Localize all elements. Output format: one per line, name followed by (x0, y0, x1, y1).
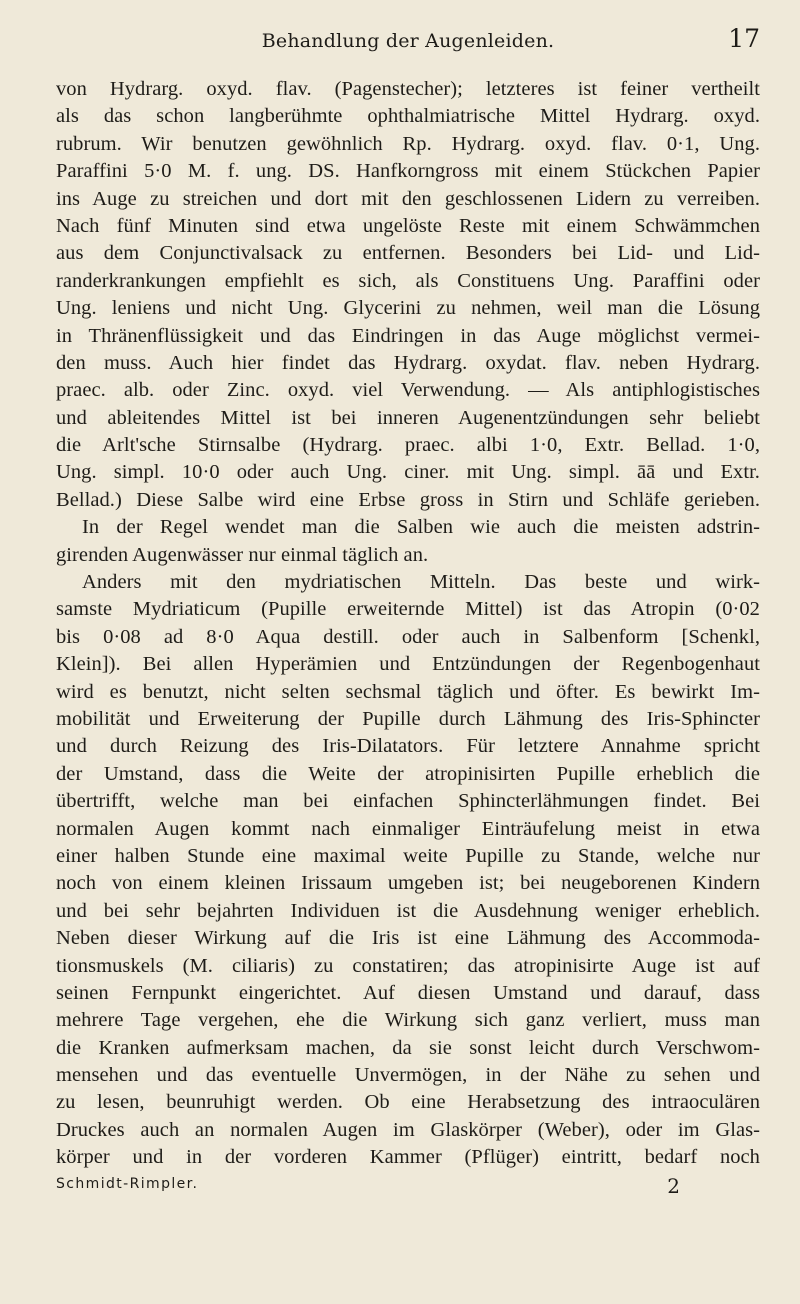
body-text (56, 76, 760, 1172)
text-line: der Umstand, dass die Weite der atropinisirten Pupille erheblich die (56, 762, 760, 785)
text-line: und durch Reizung des Iris-Dilatators. Für letztere Annahme spricht (56, 735, 760, 758)
text-line: die Arlt'sche Stirnsalbe (Hydrarg. praec. albi 1·0, Extr. Bellad. 1·0, (56, 434, 760, 457)
page-number: 17 (728, 24, 760, 53)
text-line: Bellad.) Diese Salbe wird eine Erbse gross in Stirn und Schläfe gerieben. (56, 488, 760, 511)
text-line: tionsmuskels (M. ciliaris) zu constatiren; das atropinisirte Auge ist auf (56, 954, 760, 977)
text-line: rubrum. Wir benutzen gewöhnlich Rp. Hydrarg. oxyd. flav. 0·1, Ung. (56, 132, 760, 155)
text-line: mehrere Tage vergehen, ehe die Wirkung sich ganz verliert, muss man (56, 1009, 760, 1032)
text-line: Anders mit den mydriatischen Mitteln. Das beste und wirk- (82, 571, 760, 594)
text-line: Paraffini 5·0 M. f. ung. DS. Hanfkorngross mit einem Stückchen Papier (56, 160, 760, 183)
text-line: und bei sehr bejahrten Individuen ist die Ausdehnung weniger erheblich. (56, 899, 760, 922)
text-line: als das schon langberühmte ophthalmiatrische Mittel Hydrarg. oxyd. (56, 105, 760, 128)
text-line: körper und in der vorderen Kammer (Pflüger) eintritt, bedarf noch (56, 1146, 760, 1169)
text-line: den muss. Auch hier findet das Hydrarg. oxydat. flav. neben Hydrarg. (56, 351, 760, 374)
text-line: praec. alb. oder Zinc. oxyd. viel Verwendung. — Als antiphlogistisches (56, 379, 760, 402)
text-line: ins Auge zu streichen und dort mit den geschlossenen Lidern zu verreiben. (56, 187, 760, 210)
text-line: normalen Augen kommt nach einmaliger Einträufelung meist in etwa (56, 817, 760, 840)
text-line: einer halben Stunde eine maximal weite Pupille zu Stande, welche nur (56, 844, 760, 867)
text-line: In der Regel wendet man die Salben wie auch die meisten adstrin- (82, 516, 760, 539)
text-line: Klein]). Bei allen Hyperämien und Entzündungen der Regenbogenhaut (56, 653, 760, 676)
text-line: und ableitendes Mittel ist bei inneren Augenentzündungen sehr beliebt (56, 406, 760, 429)
text-line: Druckes auch an normalen Augen im Glaskörper (Weber), oder im Glas- (56, 1118, 760, 1141)
text-line: von Hydrarg. oxyd. flav. (Pagenstecher); letzteres ist feiner vertheilt (56, 78, 760, 100)
text-line: zu lesen, beunruhigt werden. Ob eine Herabsetzung des intraoculären (56, 1091, 760, 1114)
text-line: Ung. leniens und nicht Ung. Glycerini zu nehmen, weil man die Lösung (56, 297, 760, 320)
text-line: noch von einem kleinen Irissaum umgeben ist; bei neugeborenen Kindern (56, 872, 760, 895)
page-header (56, 22, 760, 56)
page-footer (56, 1174, 760, 1200)
text-line: Ung. simpl. 10·0 oder auch Ung. ciner. mit Ung. simpl. āā und Extr. (56, 461, 760, 484)
text-line: die Kranken aufmerksam machen, da sie sonst leicht durch Verschwom- (56, 1036, 760, 1059)
text-line: randerkrankungen empfiehlt es sich, als Constituens Ung. Paraffini oder (56, 269, 760, 292)
book-page (56, 22, 760, 1200)
text-line: samste Mydriaticum (Pupille erweiternde Mittel) ist das Atropin (0·02 (56, 598, 760, 621)
text-line: seinen Fernpunkt eingerichtet. Auf diesen Umstand und darauf, dass (56, 981, 760, 1004)
text-line: mensehen und das eventuelle Unvermögen, in der Nähe zu sehen und (56, 1064, 760, 1087)
text-line: wird es benutzt, nicht selten sechsmal täglich und öfter. Es bewirkt Im- (56, 680, 760, 703)
text-line: aus dem Conjunctivalsack zu entfernen. Besonders bei Lid- und Lid- (56, 242, 760, 265)
text-line: in Thränenflüssigkeit und das Eindringen in das Auge möglichst vermei- (56, 324, 760, 347)
text-line: übertrifft, welche man bei einfachen Sphincterlähmungen findet. Bei (56, 790, 760, 813)
signature-number: 2 (667, 1173, 680, 1198)
text-line: mobilität und Erweiterung der Pupille durch Lähmung des Iris-Sphincter (56, 707, 760, 730)
text-line: Neben dieser Wirkung auf die Iris ist eine Lähmung des Accommoda- (56, 927, 760, 950)
printer-signature: Schmidt-Rimpler. (56, 1175, 199, 1192)
text-line: girenden Augenwässer nur einmal täglich an. (56, 543, 429, 566)
text-line: Nach fünf Minuten sind etwa ungelöste Reste mit einem Schwämmchen (56, 214, 760, 237)
running-head: Behandlung der Augenleiden. (261, 30, 555, 52)
text-line: bis 0·08 ad 8·0 Aqua destill. oder auch in Salbenform [Schenkl, (56, 625, 760, 648)
